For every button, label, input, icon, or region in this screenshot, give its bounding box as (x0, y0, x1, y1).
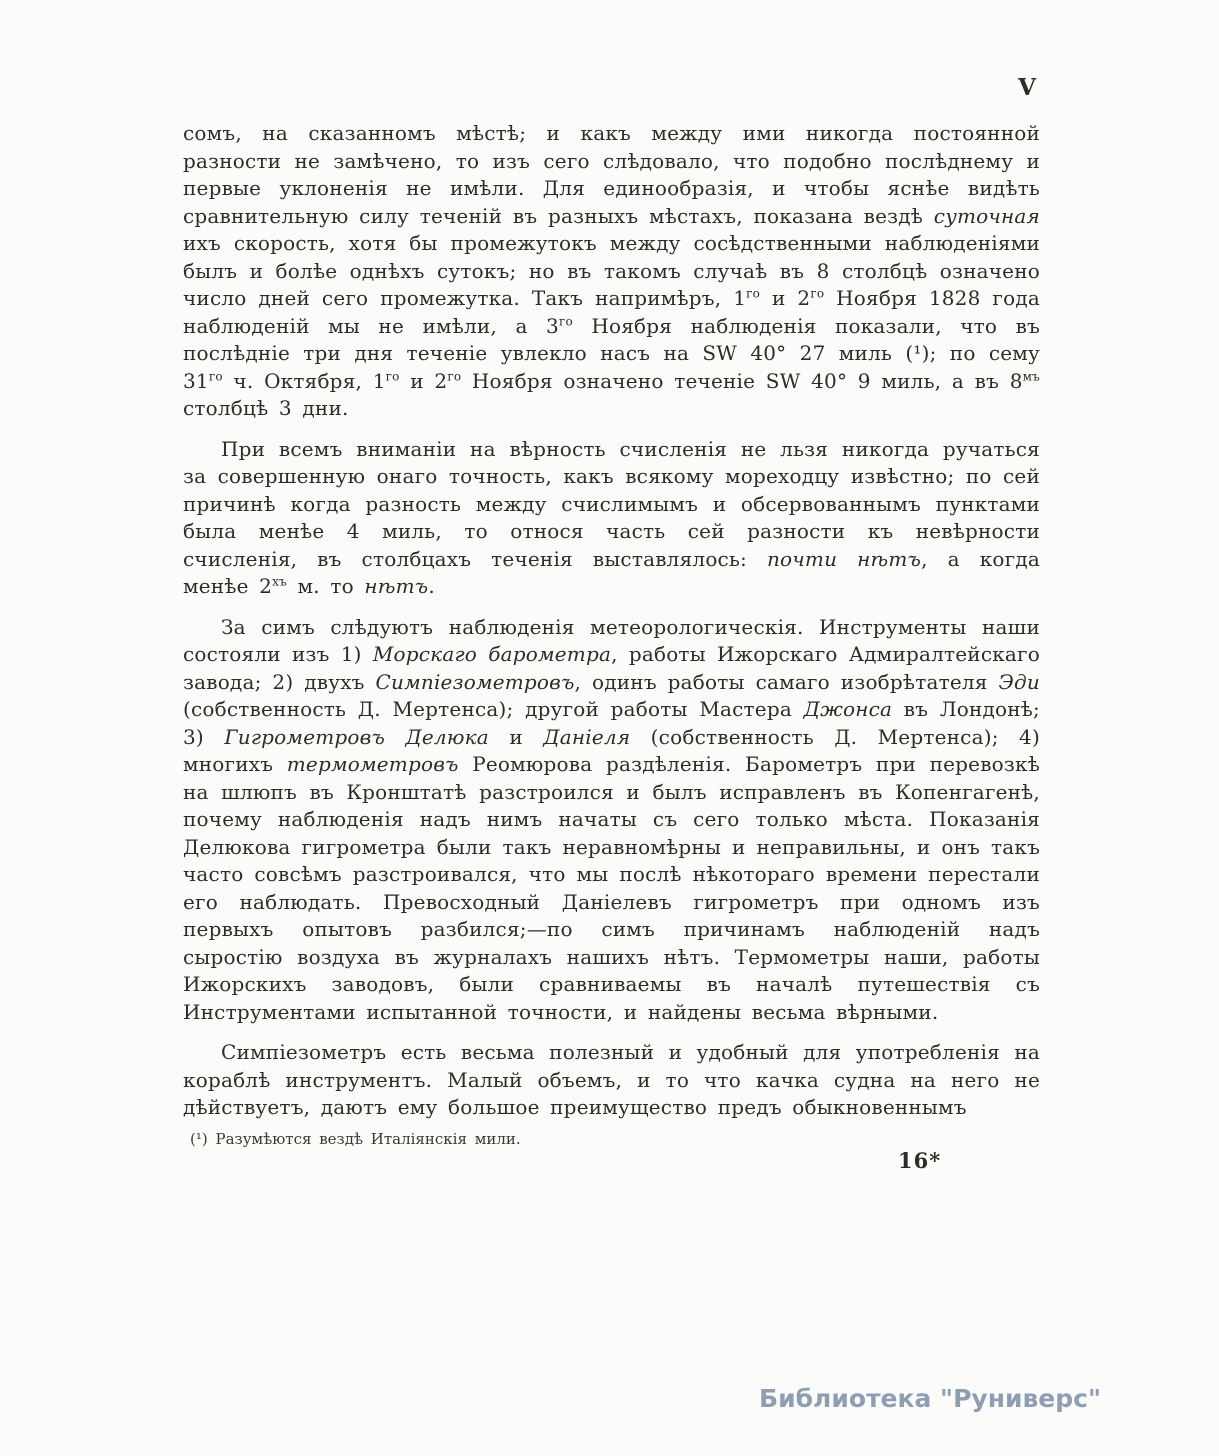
signature-mark: 16* (898, 1148, 942, 1173)
footnote-text: (¹) Разумѣются вездѣ Италіянскія мили. (190, 1130, 521, 1148)
page-number: V (1018, 74, 1037, 101)
paragraph: сомъ, на сказанномъ мѣстѣ; и какъ между ими никогда постоянной разности не замѣчено, то изъ сего слѣдовало, что подобно послѣднему и первые уклоненія не имѣли. Для единообразія, и чтобы яснѣе видѣть сравнительную силу теченій въ разныхъ мѣстахъ, показана вездѣ суточная ихъ скорость, хотя бы промежутокъ между сосѣдственными наблюденіями былъ и болѣе однѣхъ сутокъ; но въ такомъ случаѣ въ 8 столбцѣ означено число дней сего промежутка. Такъ напримѣръ, $1^{го}$ и $2^{го}$ Ноября 1828 года наблюденій мы не имѣли, а $3^{го}$ Ноября наблюденія показали, что въ послѣдніе три дня теченіе увлекло насъ на SW 40° 27 миль (¹); по сему $31^{го}$ ч. Октября, $1^{го}$ и $2^{го}$ Ноября означено теченіе SW 40° 9 миль, а въ $8^{мъ}$ столбцѣ 3 дни. (183, 121, 1040, 420)
paragraph: За симъ слѣдуютъ наблюденія метеорологическія. Инструменты наши состояли изъ 1) Морскаго барометра, работы Ижорскаго Адмиралтейскаго завода; 2) двухъ Симпіезометровъ, одинъ работы самаго изобрѣтателя Эди (собственность Д. Мертенса); другой работы Мастера Джонса въ Лондонѣ; 3) Гигрометровъ Делюка и Даніеля (собственность Д. Мертенса); 4) многихъ термометровъ Реомюрова раздѣленія. Барометръ при перевозкѣ на шлюпъ въ Кронштатѣ разстроился и былъ исправленъ въ Копенгагенѣ, почему наблюденія надъ нимъ начаты съ сего только мѣста. Показанія Делюкова гигрометра были такъ неравномѣрны и неправильны, и онъ такъ часто совсѣмъ разстроивался, что мы послѣ нѣкотораго времени перестали его наблюдать. Превосходный Даніелевъ гигрометръ при одномъ изъ первыхъ опытовъ разбился;—по симъ причинамъ наблюденій надъ сыростію воздуха въ журналахъ нашихъ нѣтъ. Термометры наши, работы Ижорскихъ заводовъ, были сравниваемы въ началѣ путешествія съ Инструментами испытанной точности, и найдены весьма вѣрными. (183, 614, 1040, 1024)
text-block (183, 120, 1040, 1135)
watermark: Библиотека "Руниверс" (759, 1384, 1101, 1413)
paragraph: Симпіезометръ есть весьма полезный и удобный для употребленія на кораблѣ инструментъ. Малый объемъ, и то что качка судна на него не дѣйствуетъ, даютъ ему большое преимущество предъ обыкновеннымъ (183, 1040, 1040, 1119)
paragraph: При всемъ вниманіи на вѣрность счисленія не льзя никогда ручаться за совершенную онаго точность, какъ всякому мореходцу извѣстно; по сей причинѣ когда разность между счислимымъ и обсервованнымъ пунктами была менѣе 4 миль, то относя часть сей разности къ невѣрности счисленія, въ столбцахъ теченія выставлялось: почти нѣтъ, а когда менѣе $2^{хъ}$ м. то нѣтъ. (183, 436, 1040, 598)
